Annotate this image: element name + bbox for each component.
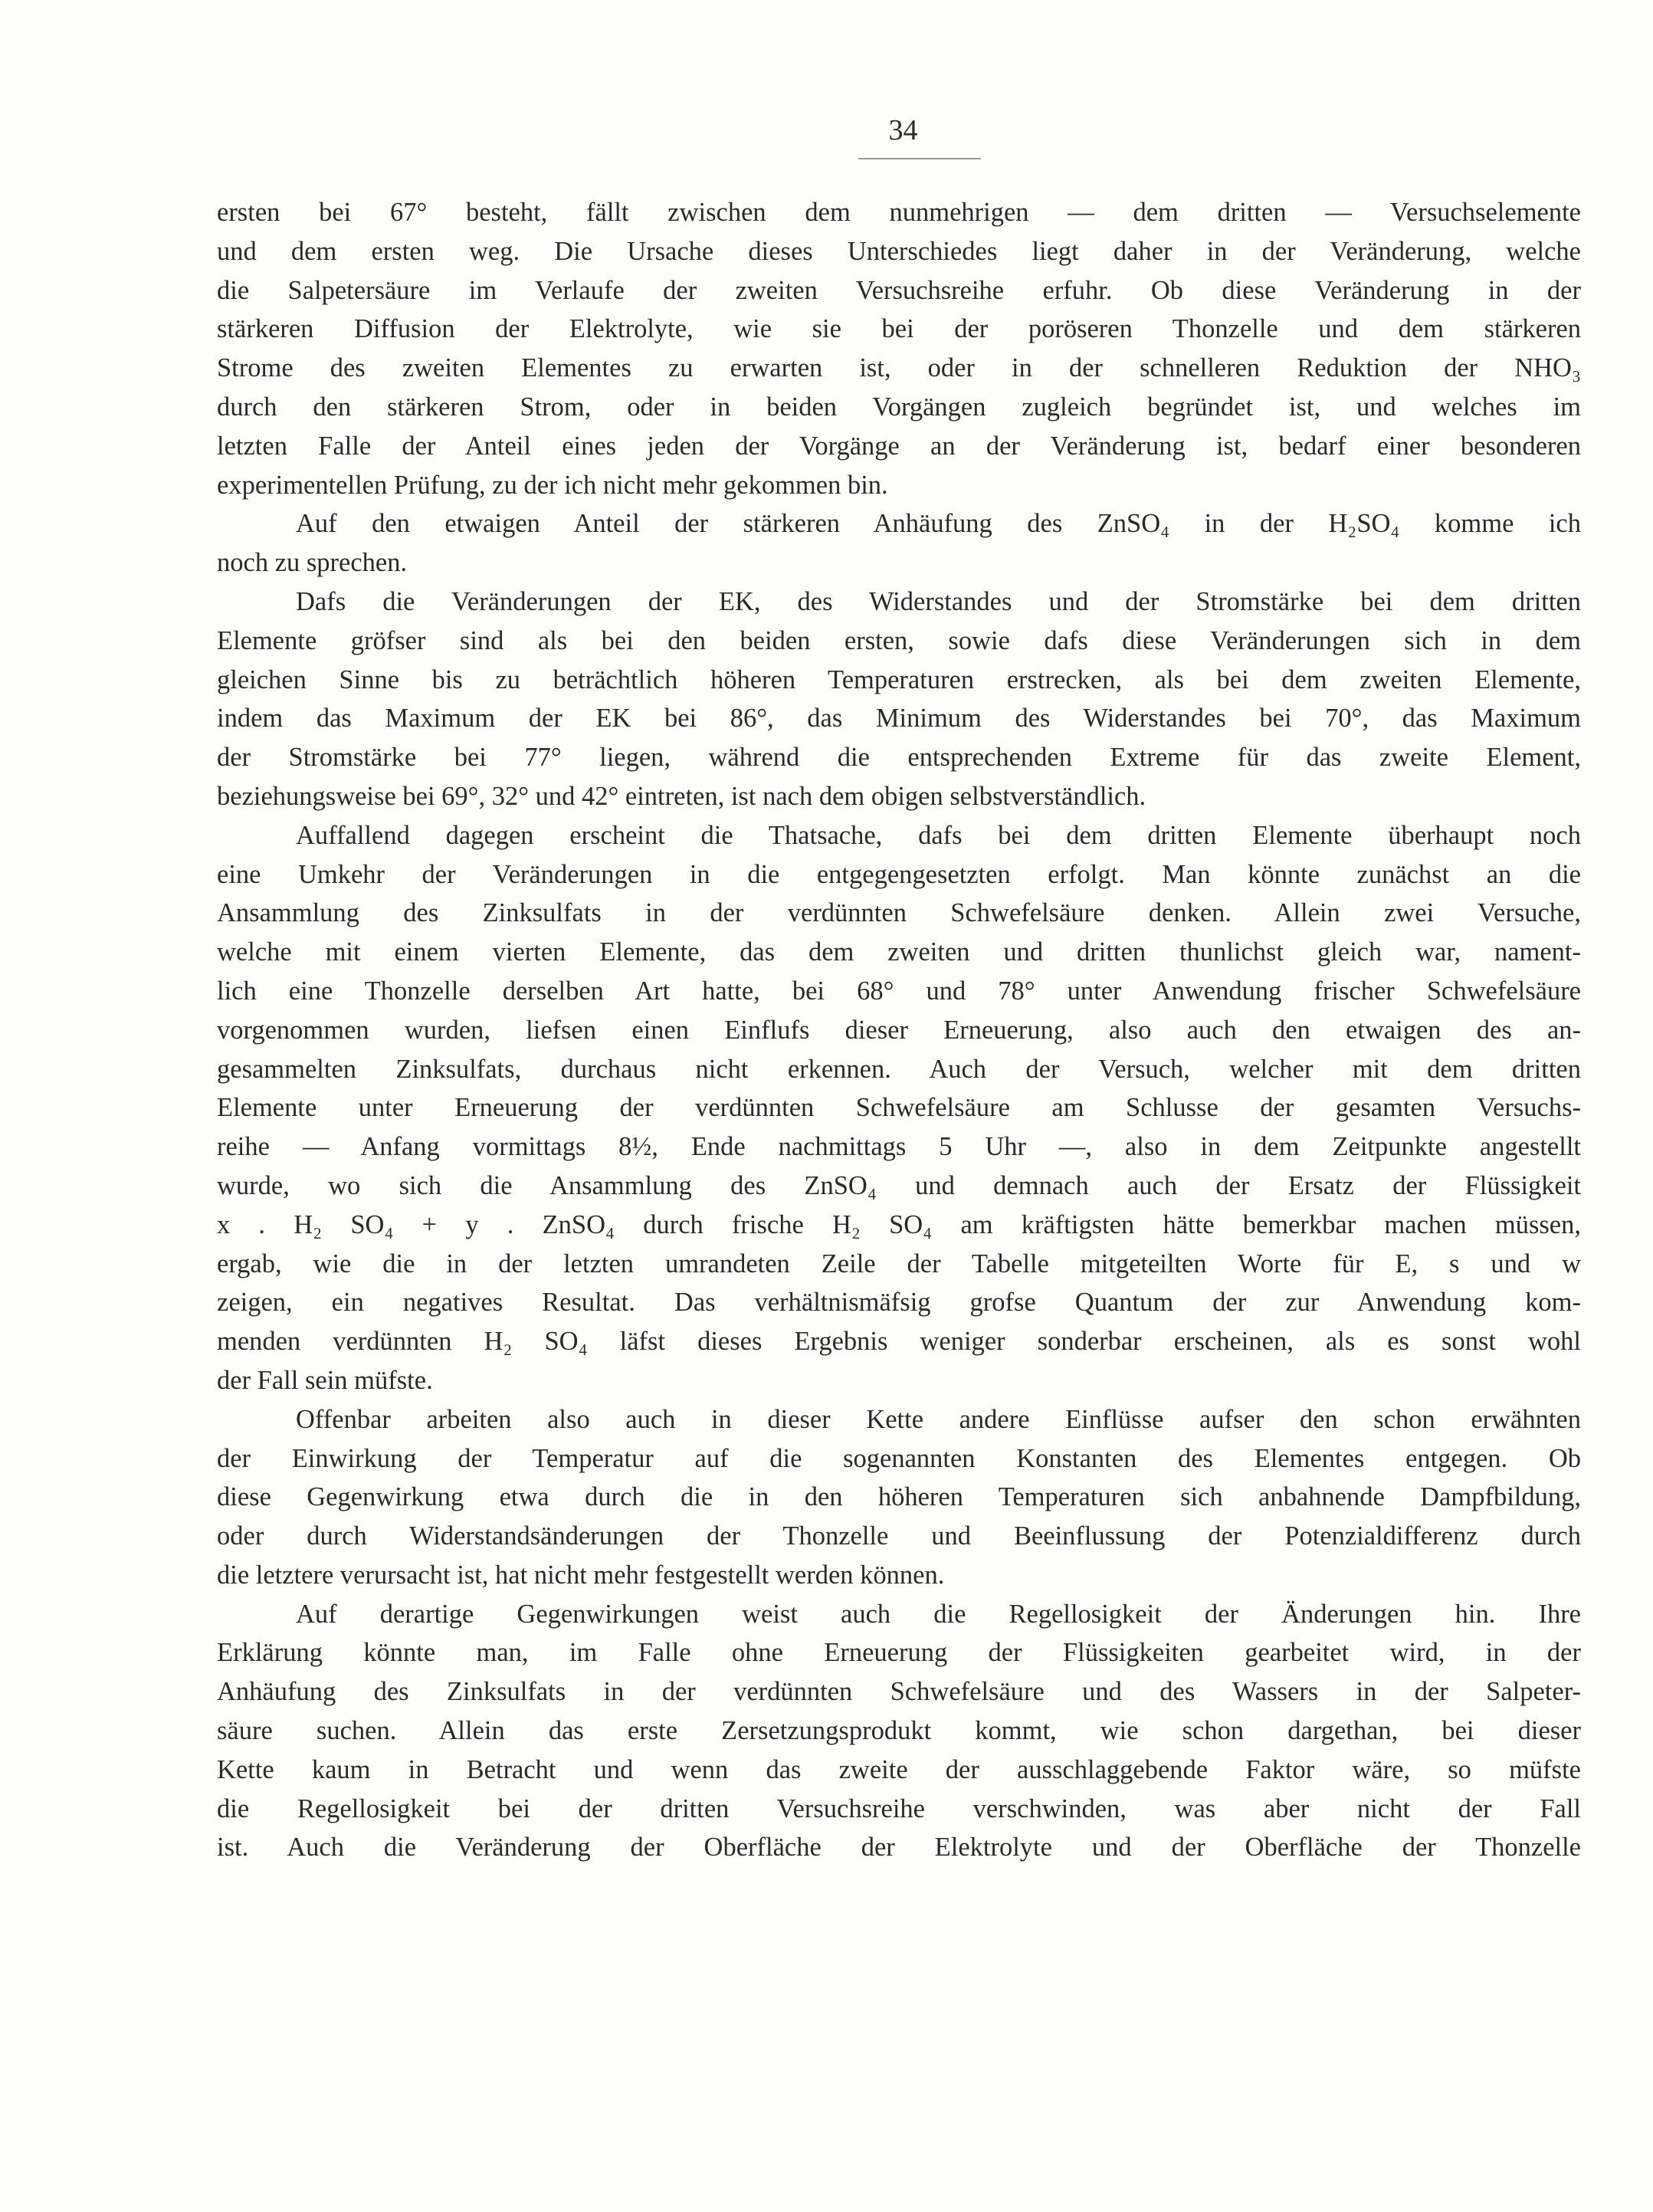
text-line: der Fall sein müfste.: [217, 1365, 433, 1395]
text-line: lich eine Thonzelle derselben Art hatte, bei 68° und 78° unter Anwendung frischer Schwefelsäure: [217, 976, 1581, 1006]
text-line: der Einwirkung der Temperatur auf die sogenannten Konstanten des Elementes entgegen. Ob: [217, 1443, 1581, 1473]
text-line: menden verdünnten H₂ SO₄ läfst dieses Ergebnis weniger sonderbar erscheinen, als es sonst wohl: [217, 1327, 1581, 1357]
text-line: Anhäufung des Zinksulfats in der verdünnten Schwefelsäure und des Wassers in der Salpeter-: [217, 1677, 1581, 1707]
text-line: oder durch Widerstandsänderungen der Thonzelle und Beeinflussung der Potenzialdifferenz durch: [217, 1521, 1581, 1551]
text-line: Auffallend dagegen erscheint die Thatsache, dafs bei dem dritten Elemente überhaupt noch: [296, 820, 1581, 850]
text-line: Elemente unter Erneuerung der verdünnten Schwefelsäure am Schlusse der gesamten Versuchs-: [217, 1093, 1581, 1123]
text-line: Elemente gröfser sind als bei den beiden ersten, sowie dafs diese Veränderungen sich in dem: [217, 625, 1581, 655]
text-line: gleichen Sinne bis zu beträchtlich höheren Temperaturen erstrecken, als bei dem zweiten Elemente,: [217, 665, 1581, 694]
text-line: wurde, wo sich die Ansammlung des ZnSO₄ und demnach auch der Ersatz der Flüssigkeit: [217, 1170, 1581, 1200]
text-line: x . H₂ SO₄ + y . ZnSO₄ durch frische H₂ SO₄ am kräftigsten hätte bemerkbar machen müssen,: [217, 1209, 1581, 1239]
text-line: ist. Auch die Veränderung der Oberfläche der Elektrolyte und der Oberfläche der Thonzelle: [217, 1833, 1581, 1862]
text-line: Ansammlung des Zinksulfats in der verdünnten Schwefelsäure denken. Allein zwei Versuche,: [217, 898, 1581, 928]
text-line: die Salpetersäure im Verlaufe der zweiten Versuchsreihe erfuhr. Ob diese Veränderung in der: [217, 275, 1581, 305]
text-line: vorgenommen wurden, liefsen einen Einflufs dieser Erneuerung, also auch den etwaigen des an-: [217, 1015, 1581, 1045]
text-line: Offenbar arbeiten also auch in dieser Kette andere Einflüsse aufser den schon erwähnten: [296, 1404, 1581, 1434]
text-line: die letztere verursacht ist, hat nicht mehr festgestellt werden können.: [217, 1560, 945, 1590]
text-line: experimentellen Prüfung, zu der ich nicht mehr gekommen bin.: [217, 470, 888, 500]
text-line: noch zu sprechen.: [217, 548, 408, 578]
text-line: Auf derartige Gegenwirkungen weist auch die Regellosigkeit der Änderungen hin. Ihre: [296, 1599, 1581, 1629]
text-line: Kette kaum in Betracht und wenn das zweite der ausschlaggebende Faktor wäre, so müfste: [217, 1754, 1581, 1784]
page-number: 34: [888, 114, 918, 146]
text-line: säure suchen. Allein das erste Zersetzungsprodukt kommt, wie schon dargethan, bei dieser: [217, 1716, 1581, 1746]
page-number-rule: [858, 158, 981, 159]
text-line: Auf den etwaigen Anteil der stärkeren Anhäufung des ZnSO₄ in der H₂SO₄ komme ich: [296, 509, 1581, 539]
text-line: zeigen, ein negatives Resultat. Das verhältnismäfsig grofse Quantum der zur Anwendung kom-: [217, 1288, 1581, 1318]
text-line: ergab, wie die in der letzten umrandeten Zeile der Tabelle mitgeteilten Worte für E, s und w: [217, 1249, 1581, 1278]
text-line: durch den stärkeren Strom, oder in beiden Vorgängen zugleich begründet ist, und welches im: [217, 392, 1581, 422]
text-line: beziehungsweise bei 69°, 32° und 42° eintreten, ist nach dem obigen selbstverständlich.: [217, 781, 1146, 811]
text-line: ersten bei 67° besteht, fällt zwischen dem nunmehrigen — dem dritten — Versuchselemente: [217, 198, 1581, 227]
text-line: die Regellosigkeit bei der dritten Versuchsreihe verschwinden, was aber nicht der Fall: [217, 1794, 1581, 1823]
text-line: der Stromstärke bei 77° liegen, während die entsprechenden Extreme für das zweite Element,: [217, 743, 1581, 773]
text-line: Strome des zweiten Elementes zu erwarten ist, oder in der schnelleren Reduktion der NHO₃: [217, 353, 1581, 383]
text-line: reihe — Anfang vormittags 8½, Ende nachmittags 5 Uhr —, also in dem Zeitpunkte angestellt: [217, 1132, 1581, 1162]
text-line: gesammelten Zinksulfats, durchaus nicht erkennen. Auch der Versuch, welcher mit dem dritten: [217, 1054, 1581, 1084]
text-line: stärkeren Diffusion der Elektrolyte, wie sie bei der poröseren Thonzelle und dem stärkeren: [217, 314, 1581, 344]
text-line: indem das Maximum der EK bei 86°, das Minimum des Widerstandes bei 70°, das Maximum: [217, 704, 1581, 734]
text-line: letzten Falle der Anteil eines jeden der Vorgänge an der Veränderung ist, bedarf einer besonderen: [217, 431, 1581, 461]
text-line: Erklärung könnte man, im Falle ohne Erneuerung der Flüssigkeiten gearbeitet wird, in der: [217, 1638, 1581, 1668]
text-line: eine Umkehr der Veränderungen in die entgegengesetzten erfolgt. Man könnte zunächst an die: [217, 859, 1581, 889]
text-line: diese Gegenwirkung etwa durch die in den höheren Temperaturen sich anbahnende Dampfbildung,: [217, 1482, 1581, 1512]
text-line: Dafs die Veränderungen der EK, des Widerstandes und der Stromstärke bei dem dritten: [296, 586, 1581, 616]
text-line: welche mit einem vierten Elemente, das dem zweiten und dritten thunlichst gleich war, nament-: [217, 937, 1581, 967]
body-text: [217, 193, 1581, 1867]
text-line: und dem ersten weg. Die Ursache dieses Unterschiedes liegt daher in der Veränderung, welche: [217, 236, 1581, 266]
